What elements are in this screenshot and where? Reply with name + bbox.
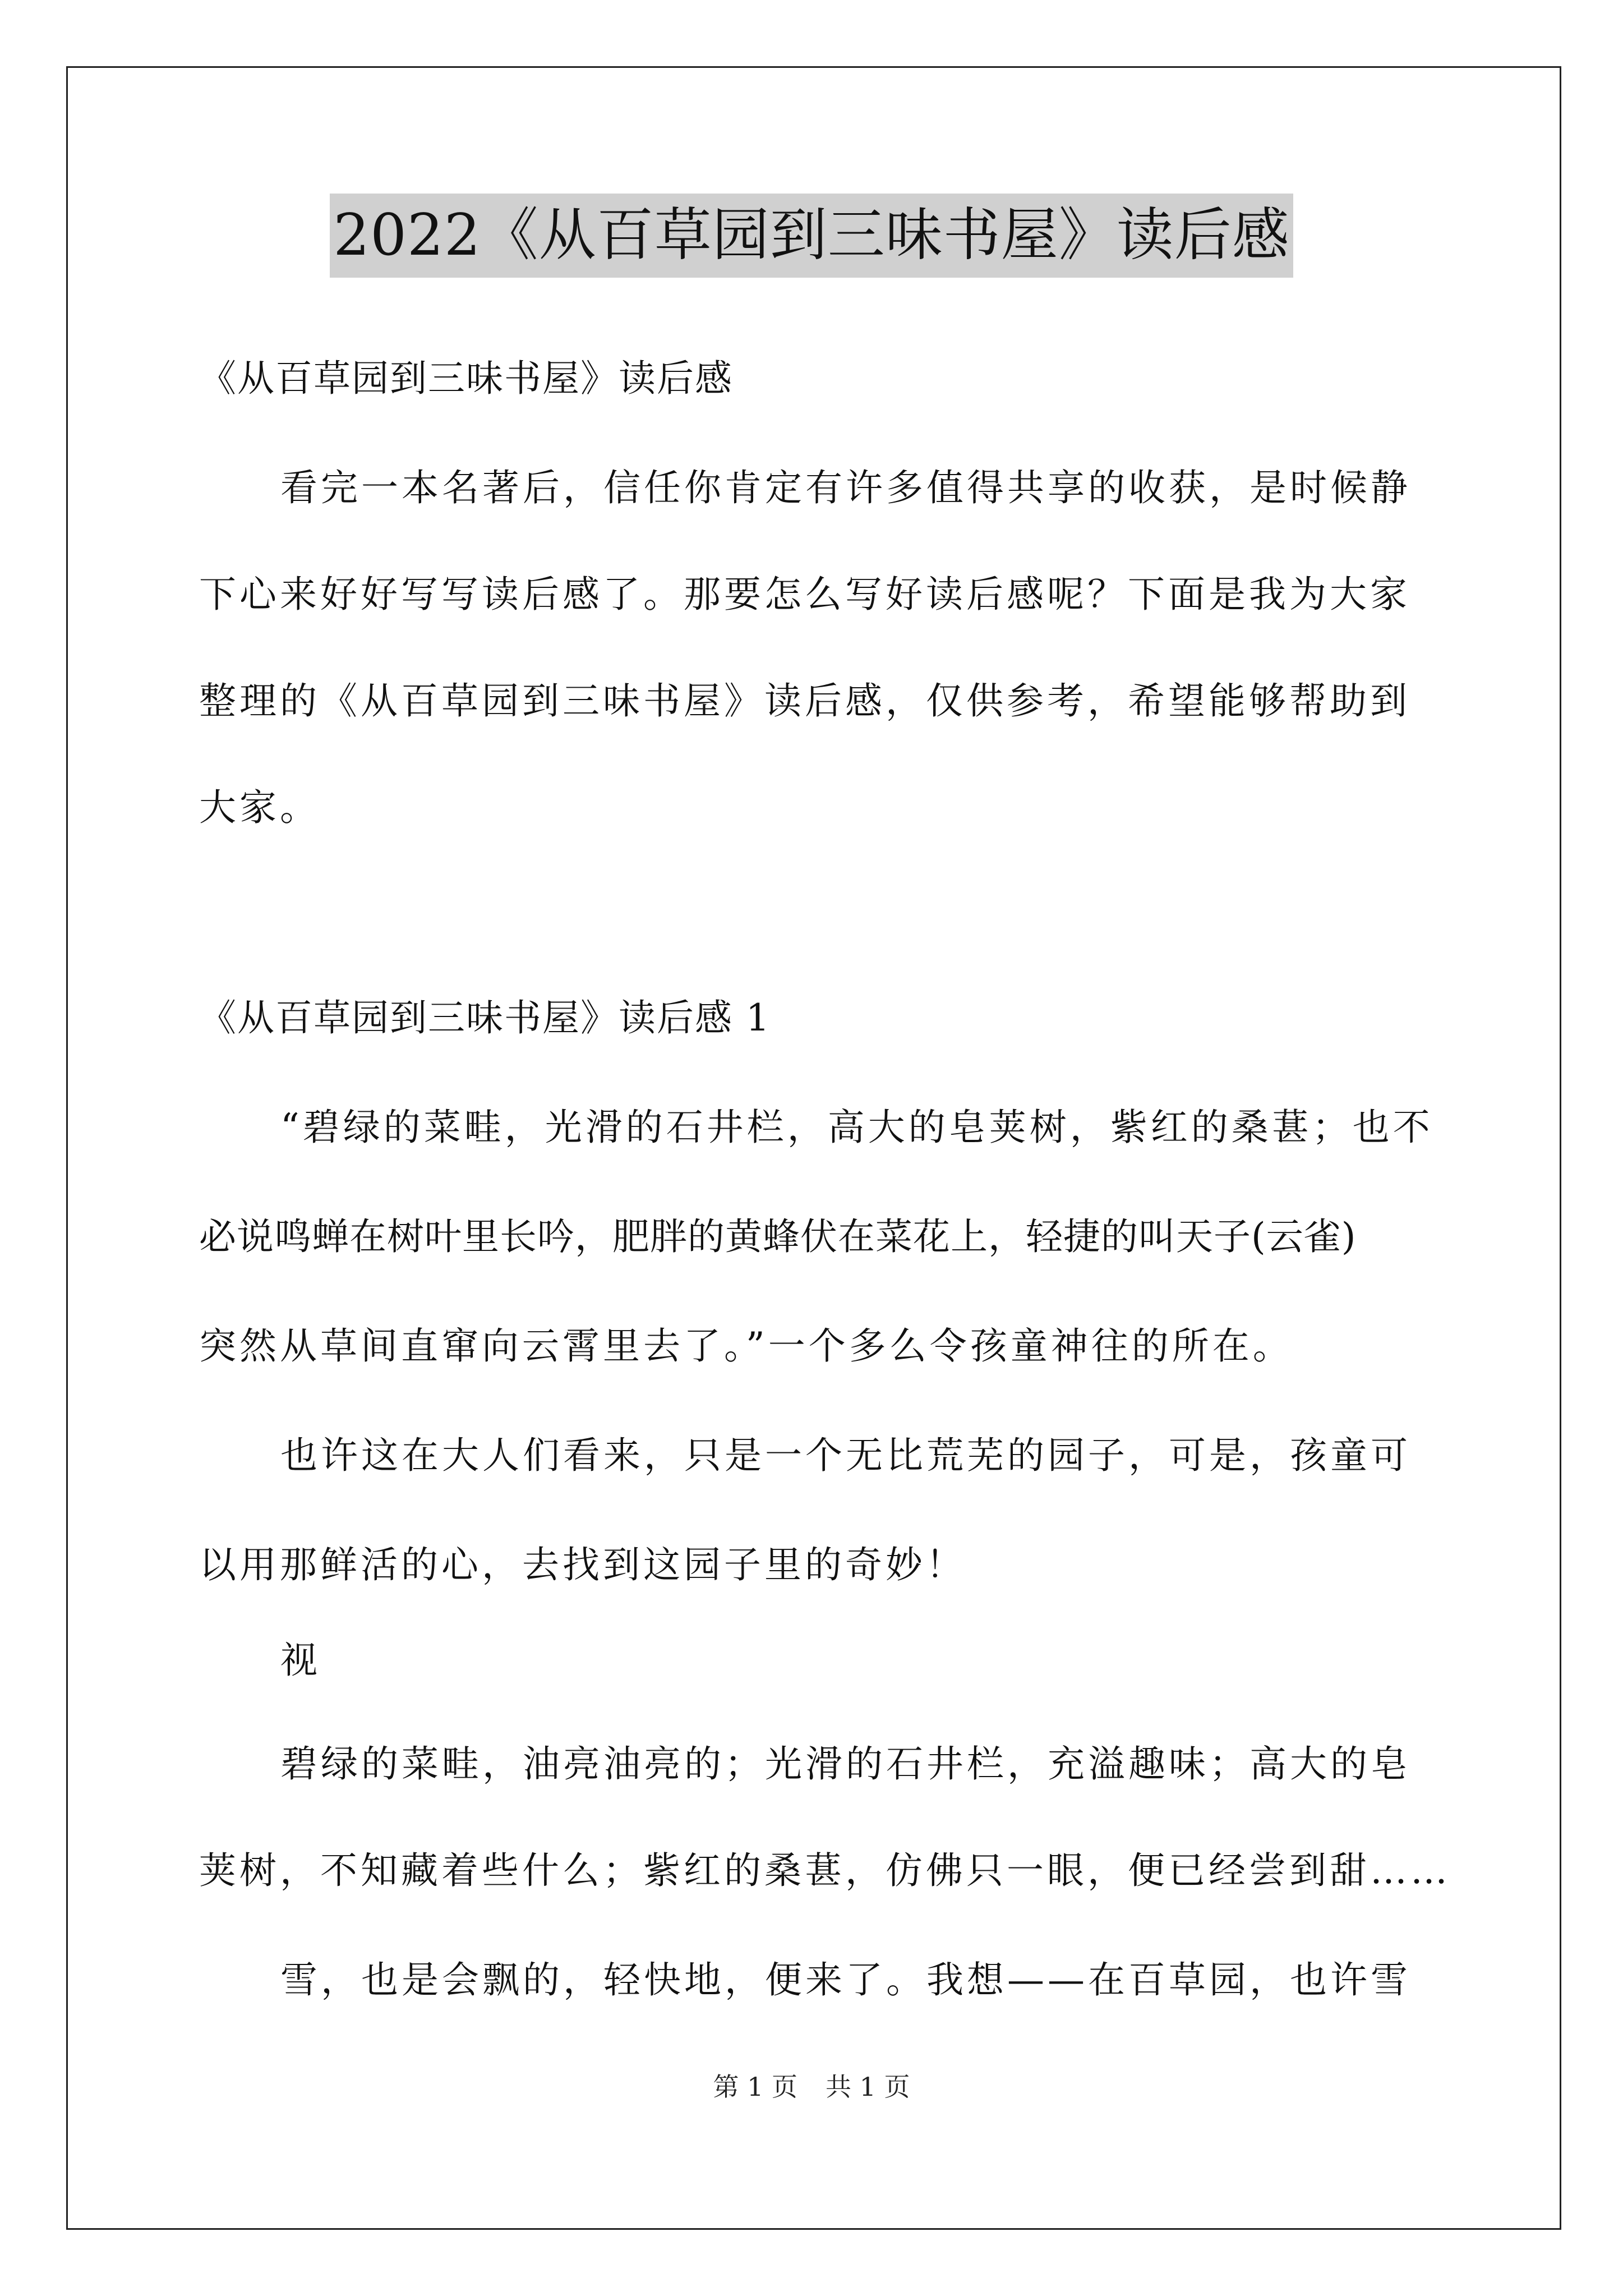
intro-line: 看完一本名著后，信任你肯定有许多值得共享的收获，是时候静 [280, 466, 1411, 509]
intro-line: 大家。 [199, 786, 320, 829]
paragraph-line: 以用那鲜活的心，去找到这园子里的奇妙！ [199, 1543, 966, 1586]
page-total: 共 1 页 [826, 2072, 910, 2102]
quote-line: 突然从草间直窜向云霄里去了。”一个多么令孩童神往的所在。 [199, 1324, 1293, 1368]
paragraph-line: 视 [280, 1639, 321, 1682]
document-title: 2022《从百草园到三味书屋》读后感 [330, 194, 1293, 278]
intro-line: 整理的《从百草园到三味书屋》读后感，仅供参考，希望能够帮助到 [199, 679, 1410, 723]
intro-line: 下心来好好写写读后感了。那要怎么写好读后感呢？下面是我为大家 [199, 573, 1410, 616]
paragraph-line: 也许这在大人们看来，只是一个无比荒芜的园子，可是，孩童可 [280, 1434, 1411, 1477]
intro-heading: 《从百草园到三味书屋》读后感 [199, 357, 733, 400]
quote-line: “碧绿的菜畦，光滑的石井栏，高大的皂荚树，紫红的桑葚；也不 [280, 1106, 1433, 1149]
page-footer [0, 2070, 1623, 2104]
quote-line: 必说鸣蝉在树叶里长吟，肥胖的黄蜂伏在菜花上，轻捷的叫天子(云雀) [199, 1215, 1357, 1258]
title-container [0, 194, 1623, 278]
paragraph-line: 碧绿的菜畦，油亮油亮的；光滑的石井栏，充溢趣味；高大的皂 [280, 1742, 1411, 1786]
paragraph-line: 雪，也是会飘的，轻快地，便来了。我想——在百草园，也许雪 [280, 1958, 1411, 2001]
page-number: 第 1 页 [713, 2072, 797, 2102]
paragraph-line: 荚树，不知藏着些什么；紫红的桑葚，仿佛只一眼，便已经尝到甜…… [199, 1849, 1451, 1892]
section-heading: 《从百草园到三味书屋》读后感 1 [199, 996, 771, 1039]
